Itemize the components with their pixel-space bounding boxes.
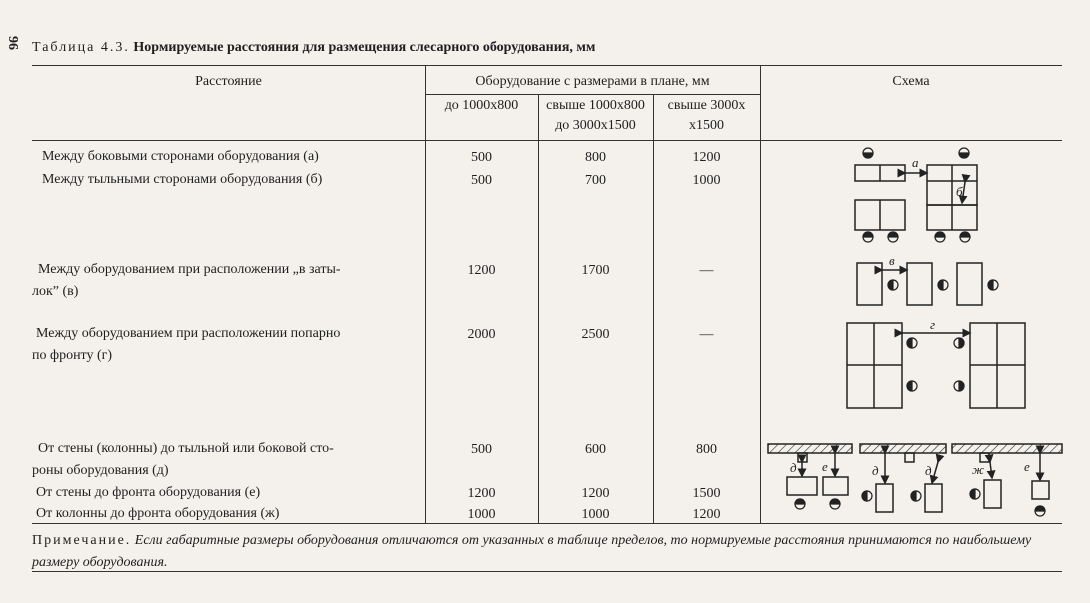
caption-text: Нормируемые расстояния для размещения слесарного оборудования, мм xyxy=(133,40,596,55)
scheme-2-label-v: в xyxy=(889,253,895,268)
row-1-val-2: 800 xyxy=(585,150,606,165)
scheme-4-wall-2 xyxy=(860,444,946,453)
subheader-large-text: свыше 3000x x1500 xyxy=(667,98,746,133)
row-2-val-1: 500 xyxy=(471,173,492,188)
table-note xyxy=(32,530,1062,574)
scheme-3-label-g: г xyxy=(930,317,936,332)
header-equipment: Оборудование с размерами в плане, мм xyxy=(475,74,710,89)
operator-icons xyxy=(795,148,1045,516)
caption-label: Таблица 4.3. xyxy=(32,40,130,55)
scheme-4 xyxy=(768,444,1062,512)
scheme-1-bench-bottom-right xyxy=(927,205,977,230)
row-7-val-2: 1000 xyxy=(581,507,610,522)
row-7-val-1: 1000 xyxy=(467,507,496,522)
scheme-4-label-e-1: е xyxy=(822,459,828,474)
row-4-val-3: — xyxy=(699,327,714,342)
note-label: Примечание. xyxy=(32,533,132,548)
row-4-val-1: 2000 xyxy=(467,327,496,342)
row-3-val-3: — xyxy=(699,263,714,278)
header-scheme: Схема xyxy=(892,74,930,89)
scheme-4-label-e-2: е xyxy=(1024,459,1030,474)
subheader-medium xyxy=(538,96,653,136)
row-5-val-2: 600 xyxy=(585,442,606,457)
row-3-val-2: 1700 xyxy=(581,263,610,278)
scheme-3 xyxy=(847,323,1025,408)
row-3-desc-line-2: лок” (в) xyxy=(32,284,79,299)
subheader-large xyxy=(653,96,760,136)
scheme-4-label-d-2: д xyxy=(872,463,879,478)
row-5-desc-line-1: От стены (колонны) до тыльной или боковой сто- xyxy=(38,441,334,456)
row-2-val-2: 700 xyxy=(585,173,606,188)
scheme-1-bench-top-right xyxy=(927,165,977,205)
scheme-4-label-zh: ж xyxy=(972,462,985,477)
row-5-val-1: 500 xyxy=(471,442,492,457)
scheme-1 xyxy=(855,165,977,230)
scheme-1-label-b: б xyxy=(956,184,963,199)
scheme-4-wall-3 xyxy=(952,444,1062,453)
scheme-4-label-d-1: д xyxy=(790,460,797,475)
row-4-val-2: 2500 xyxy=(581,327,610,342)
scheme-4-label-d-3: д xyxy=(925,463,932,478)
header-bottom-rule xyxy=(32,140,1062,141)
subheader-medium-text: свыше 1000x800 до 3000x1500 xyxy=(546,98,645,133)
row-7-val-3: 1200 xyxy=(692,507,721,522)
table-caption xyxy=(32,40,595,56)
row-3-val-1: 1200 xyxy=(467,263,496,278)
header-distance: Расстояние xyxy=(195,74,262,89)
table-top-rule xyxy=(32,65,1062,66)
row-1-val-3: 1200 xyxy=(692,150,721,165)
subheader-rule xyxy=(425,94,760,95)
scheme-2 xyxy=(857,263,982,305)
scheme-1-bench-top-left xyxy=(855,165,905,181)
page-number: 96 xyxy=(5,36,20,50)
row-1-desc: Между боковыми сторонами оборудования (а) xyxy=(42,149,319,164)
row-6-val-1: 1200 xyxy=(467,486,496,501)
subheader-small: до 1000x800 xyxy=(444,98,519,113)
row-2-val-3: 1000 xyxy=(692,173,721,188)
col-divider-4 xyxy=(760,65,761,523)
row-6-val-2: 1200 xyxy=(581,486,610,501)
scheme-1-label-a: а xyxy=(912,155,919,170)
row-4-desc-line-1: Между оборудованием при расположении попарно xyxy=(36,326,341,341)
row-2-desc: Между тыльными сторонами оборудования (б) xyxy=(42,172,323,187)
note-text: Если габаритные размеры оборудования отличаются от указанных в таблице пределов, то нормируемые расстояния принимаются по наибольшему размеру оборудования. xyxy=(32,533,1032,570)
row-5-desc-line-2: роны оборудования (д) xyxy=(32,463,169,478)
row-6-desc: От стены до фронта оборудования (е) xyxy=(36,485,261,500)
row-1-val-1: 500 xyxy=(471,150,492,165)
row-3-desc-line-1: Между оборудованием при расположении „в заты- xyxy=(38,262,341,277)
row-5-val-3: 800 xyxy=(696,442,717,457)
scheme-4-wall-1 xyxy=(768,444,852,453)
scheme-1-bench-bottom-left xyxy=(855,200,905,230)
row-4-desc-line-2: по фронту (г) xyxy=(32,348,113,363)
row-7-desc: От колонны до фронта оборудования (ж) xyxy=(36,506,280,521)
row-6-val-3: 1500 xyxy=(692,486,721,501)
